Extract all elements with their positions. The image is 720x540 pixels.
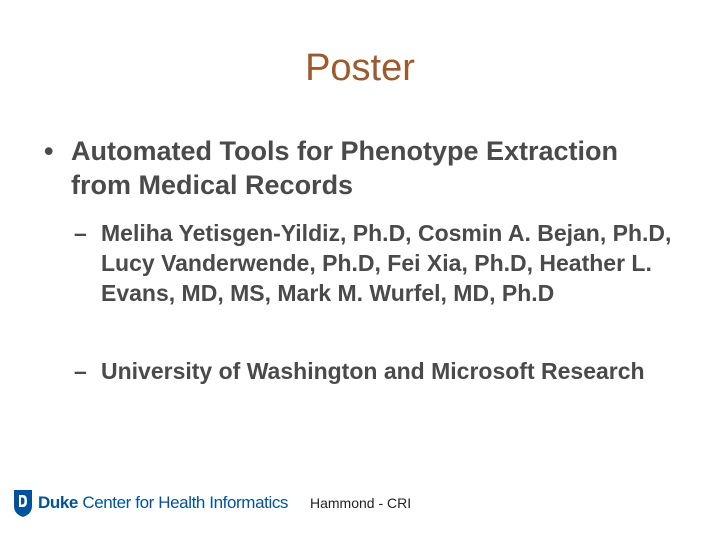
duke-logo	[12, 487, 288, 519]
affiliation-text: University of Washington and Microsoft Research	[101, 358, 645, 384]
slide-title: Poster	[305, 47, 415, 89]
footer-caption: Hammond - CRI	[310, 495, 412, 511]
main-bullet	[44, 134, 684, 202]
dash-marker: –	[74, 358, 87, 384]
logo-text	[38, 493, 288, 513]
duke-shield-icon	[12, 488, 34, 518]
sub-bullet-authors	[74, 218, 674, 308]
dash-marker: –	[74, 220, 87, 246]
logo-duke: Duke	[38, 493, 78, 512]
authors-text: Meliha Yetisgen-Yildiz, Ph.D, Cosmin A. Bejan, Ph.D, Lucy Vanderwende, Ph.D, Fei Xia, Ph.D, Heather L. Evans, MD, MS, Mark M. Wurfel, MD, Ph.D	[101, 220, 672, 306]
sub-bullet-affiliation	[74, 356, 674, 386]
main-bullet-text: Automated Tools for Phenotype Extraction from Medical Records	[71, 136, 619, 200]
bullet-marker: •	[44, 136, 54, 166]
logo-center-name: Center for Health Informatics	[82, 493, 289, 512]
